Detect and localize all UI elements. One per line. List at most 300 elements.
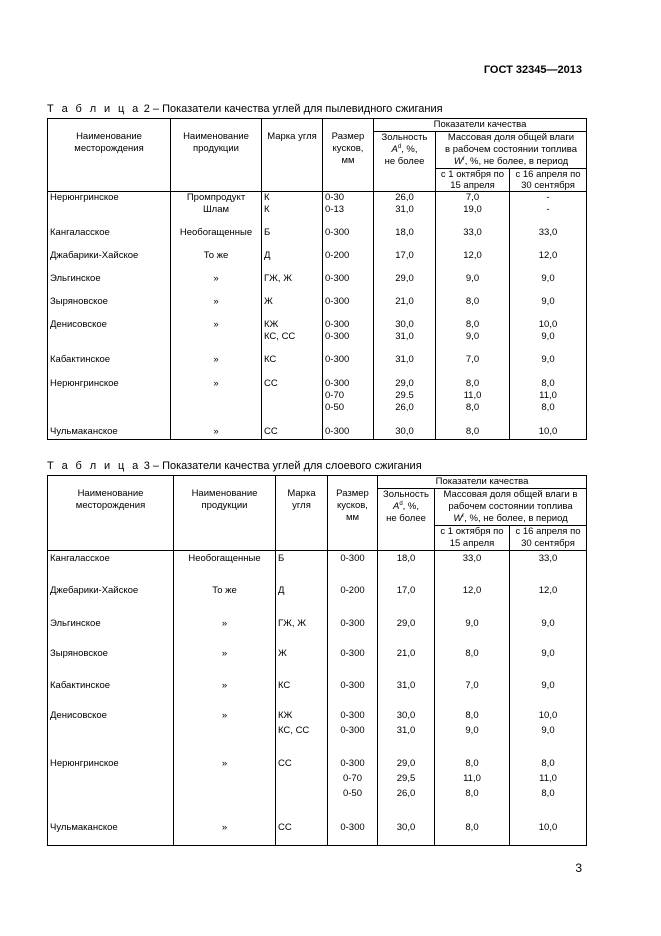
cell-grade-line: КЖ — [264, 318, 279, 330]
cell-m2 — [510, 227, 587, 250]
cell-size-line: 0-300 — [340, 647, 365, 659]
cell-ash — [378, 646, 435, 678]
cell-grade-line: КС — [264, 353, 277, 365]
cell-ash — [374, 354, 436, 378]
cell-size-line: 0-300 — [325, 318, 350, 330]
cell-grade — [262, 273, 323, 296]
cell-product — [174, 646, 276, 678]
cell-size-line: 0-300 — [325, 377, 350, 389]
cell-m1 — [436, 273, 510, 296]
cell-size — [323, 250, 374, 273]
cell-deposit — [48, 273, 171, 296]
table2-header-grade: Марка угля — [262, 119, 323, 192]
cell-ash-line: 17,0 — [395, 249, 414, 261]
table3-ash-symbol: A — [392, 501, 400, 512]
cell-m1-line: 7,0 — [465, 679, 479, 691]
cell-m2 — [510, 296, 587, 319]
cell-grade-line: КС, СС — [264, 330, 296, 342]
cell-ash-line: 21,0 — [396, 647, 416, 659]
table2-moisture-rest: , %, не более, в период — [464, 156, 569, 167]
cell-grade — [262, 354, 323, 378]
table3-caption-text: 3 – Показатели качества углей для слоевого сжигания — [143, 460, 422, 472]
table3-header-quality: Показатели качества — [378, 476, 587, 489]
cell-m1-line: 8,0 — [465, 295, 480, 307]
cell-product-line: » — [213, 272, 219, 284]
table3-header-ash — [378, 489, 435, 551]
cell-m2-line: 8,0 — [541, 377, 555, 389]
cell-grade — [262, 192, 323, 227]
cell-ash-line: 29,5 — [396, 772, 416, 784]
cell-deposit-line: Эльгинское — [50, 617, 101, 629]
cell-m1-line: 8,0 — [465, 757, 479, 769]
cell-grade — [276, 708, 328, 756]
table-row — [48, 583, 587, 616]
cell-deposit — [48, 583, 174, 616]
cell-product-line: То же — [212, 584, 237, 596]
cell-deposit — [48, 296, 171, 319]
cell-m1-line: 7,0 — [465, 353, 480, 365]
cell-size-line: 0-70 — [342, 772, 362, 784]
cell-m1-line: 33,0 — [463, 226, 482, 238]
cell-m1 — [436, 296, 510, 319]
cell-deposit-line: Зыряновское — [50, 647, 108, 659]
cell-grade — [276, 678, 328, 708]
table2-header-quality: Показатели качества — [374, 119, 587, 132]
cell-m2 — [510, 583, 587, 616]
cell-product — [174, 616, 276, 646]
cell-m2 — [510, 319, 587, 354]
table3-header-product: Наименование продукции — [174, 476, 276, 551]
table-row — [48, 192, 587, 227]
table-row — [48, 378, 587, 426]
table3-header-period1: с 1 октября по 15 апреля — [435, 526, 510, 551]
table2-caption-text: 2 – Показатели качества углей для пылевидного сжигания — [143, 103, 443, 115]
table2-coal-quality-pulverized — [47, 118, 587, 440]
table2-moisture-symbol: W — [453, 156, 463, 167]
cell-m1 — [436, 426, 510, 440]
table3-moisture-line1: Массовая доля общей влаги в — [443, 489, 578, 500]
table2-caption-label: Т а б л и ц а — [47, 103, 141, 115]
cell-grade — [276, 551, 328, 583]
table2-header-period2: с 16 апреля по 30 сентября — [510, 169, 587, 192]
cell-size-line: 0-13 — [325, 204, 345, 215]
cell-deposit-line: Нерюнгринское — [50, 757, 119, 769]
table3-moisture-line2: рабочем состоянии топлива — [448, 501, 573, 512]
cell-m2-line: 11,0 — [539, 772, 557, 784]
cell-product-line: » — [213, 425, 219, 437]
cell-m1 — [436, 192, 510, 227]
cell-m1 — [435, 551, 510, 583]
cell-product-line: » — [221, 679, 228, 691]
cell-m2 — [510, 616, 587, 646]
cell-grade-line: СС — [264, 377, 278, 389]
cell-m2-line: 9,0 — [541, 647, 555, 659]
cell-ash-line: 21,0 — [395, 295, 414, 307]
cell-m2-line: 9,0 — [541, 617, 555, 629]
cell-size-line: 0-70 — [325, 389, 345, 401]
cell-size — [328, 551, 378, 583]
cell-m2-line: 9,0 — [541, 295, 555, 307]
cell-size-line: 0-30 — [325, 192, 345, 203]
cell-m2-line: 9,0 — [541, 272, 555, 284]
table2-header-period1: с 1 октября по 15 апреля — [436, 169, 510, 192]
cell-ash — [374, 319, 436, 354]
cell-size — [323, 273, 374, 296]
table3-moisture-symbol: W — [453, 513, 463, 524]
cell-deposit-line: Чульмаканское — [50, 821, 118, 833]
cell-grade-line: Д — [264, 249, 271, 261]
table3-ash-name: Зольность — [383, 489, 429, 500]
cell-size-line: 0-300 — [340, 617, 365, 629]
table3-ash-sup: d — [399, 501, 403, 507]
cell-m1-line: 8,0 — [465, 647, 479, 659]
cell-grade-line: ГЖ, Ж — [264, 272, 292, 284]
table2-moisture-line1: Массовая доля общей влаги — [447, 132, 575, 143]
cell-size-line: 0-300 — [340, 724, 365, 736]
cell-m1-line: 12,0 — [462, 584, 482, 596]
table-row — [48, 551, 587, 583]
cell-grade-line: Д — [278, 584, 285, 596]
table3-header-moisture — [435, 489, 587, 526]
cell-grade-line: СС — [278, 821, 292, 833]
cell-product-line: » — [221, 757, 228, 769]
cell-grade-line: КС, СС — [278, 724, 310, 736]
cell-ash — [374, 426, 436, 440]
cell-deposit — [48, 319, 171, 354]
cell-grade-line: КС — [278, 679, 291, 691]
cell-deposit-line: Джабарики-Хайское — [50, 249, 139, 261]
cell-ash — [378, 678, 435, 708]
cell-grade-line: К — [264, 192, 270, 203]
cell-m2-line: 10,0 — [538, 425, 558, 437]
cell-m2-line: 33,0 — [538, 226, 558, 238]
cell-m2 — [510, 250, 587, 273]
cell-ash — [374, 250, 436, 273]
cell-m2 — [510, 551, 587, 583]
cell-deposit-line: Кангаласское — [50, 226, 110, 238]
cell-product-line: Шлам — [202, 204, 230, 215]
table-row — [48, 756, 587, 820]
cell-m1 — [436, 250, 510, 273]
cell-m1-line: 9,0 — [465, 330, 480, 342]
cell-m1-line: 8,0 — [465, 787, 479, 799]
cell-size-line: 0-300 — [325, 295, 350, 307]
cell-m1-line: 11,0 — [463, 772, 481, 784]
cell-m1 — [436, 378, 510, 426]
cell-m2-line: - — [546, 192, 550, 203]
cell-size-line: 0-200 — [325, 249, 350, 261]
table3-header-size: Размер кусков, мм — [328, 476, 378, 551]
cell-deposit — [48, 678, 174, 708]
cell-size — [323, 319, 374, 354]
cell-m1-line: 8,0 — [465, 821, 479, 833]
cell-ash-line: 31,0 — [396, 724, 416, 736]
cell-product-line: » — [221, 709, 228, 721]
cell-m2-line: 33,0 — [538, 553, 558, 564]
cell-size-line: 0-300 — [325, 226, 350, 238]
cell-m2-line: 8,0 — [541, 401, 555, 413]
cell-deposit-line: Кабактинское — [50, 679, 111, 691]
cell-size — [323, 426, 374, 440]
cell-m1-line: 12,0 — [463, 249, 482, 261]
cell-product — [174, 820, 276, 846]
cell-deposit-line: Нерюнгринское — [50, 192, 119, 203]
table-row — [48, 426, 587, 440]
cell-m1-line: 8,0 — [465, 318, 480, 330]
table3-ash-unit: , %, — [402, 501, 420, 512]
cell-ash — [378, 708, 435, 756]
table2-header-size: Размер кусков, мм — [323, 119, 374, 192]
cell-grade — [262, 319, 323, 354]
cell-deposit — [48, 192, 171, 227]
cell-size-line: 0-300 — [340, 821, 365, 833]
cell-m2 — [510, 354, 587, 378]
cell-ash — [378, 551, 435, 583]
cell-deposit-line: Нерюнгринское — [50, 377, 119, 389]
cell-ash-line: 29,0 — [396, 757, 416, 769]
cell-m2 — [510, 192, 587, 227]
table2-body — [48, 192, 587, 440]
cell-m1-line: 9,0 — [465, 617, 479, 629]
table2-moisture-sup: r — [462, 156, 465, 162]
cell-m2-line: 9,0 — [541, 724, 555, 736]
cell-m1-line: 9,0 — [465, 272, 480, 284]
cell-size — [323, 227, 374, 250]
cell-grade-line: Б — [278, 553, 285, 564]
cell-product-line: » — [213, 318, 219, 330]
table2-header-product: Наименование продукции — [171, 119, 262, 192]
table-row — [48, 227, 587, 250]
cell-m2-line: - — [546, 204, 550, 215]
cell-m2-line: 10,0 — [538, 821, 558, 833]
cell-deposit — [48, 708, 174, 756]
cell-product — [174, 708, 276, 756]
cell-deposit-line: Кангаласское — [50, 553, 110, 564]
cell-m2 — [510, 646, 587, 678]
cell-size — [328, 756, 378, 820]
cell-m1 — [435, 646, 510, 678]
cell-size — [328, 678, 378, 708]
cell-size — [323, 378, 374, 426]
cell-m2-line: 8,0 — [541, 787, 555, 799]
page-number: 3 — [575, 861, 582, 875]
table-row — [48, 319, 587, 354]
cell-size — [323, 354, 374, 378]
table2-ash-sup: d — [397, 144, 402, 150]
cell-product-line: Необогащенные — [179, 226, 253, 238]
cell-size — [328, 646, 378, 678]
cell-m1-line: 8,0 — [465, 709, 479, 721]
cell-deposit-line: Джебарики-Хайское — [50, 584, 139, 596]
cell-size-line: 0-300 — [340, 709, 365, 721]
cell-m2-line: 8,0 — [541, 757, 555, 769]
cell-product — [171, 227, 262, 250]
cell-size-line: 0-200 — [340, 584, 365, 596]
cell-ash — [378, 756, 435, 820]
cell-deposit — [48, 426, 171, 440]
cell-ash-line: 26,0 — [395, 401, 414, 413]
cell-m1-line: 8,0 — [465, 401, 480, 413]
cell-size — [323, 296, 374, 319]
cell-size-line: 0-300 — [340, 553, 365, 564]
cell-product — [171, 354, 262, 378]
table2-header-ash — [374, 132, 436, 192]
cell-size-line: 0-300 — [325, 353, 350, 365]
table3-body — [48, 551, 587, 846]
table-row — [48, 708, 587, 756]
cell-m2-line: 12,0 — [538, 584, 558, 596]
table2-ash-unit: , %, — [401, 144, 418, 155]
cell-m1-line: 19,0 — [463, 204, 482, 215]
cell-m1-line: 8,0 — [465, 377, 480, 389]
cell-product — [174, 678, 276, 708]
cell-size — [328, 616, 378, 646]
table-row — [48, 296, 587, 319]
cell-m2-line: 12,0 — [538, 249, 558, 261]
cell-deposit — [48, 646, 174, 678]
cell-m2-line: 11,0 — [539, 389, 557, 401]
cell-grade-line: Ж — [264, 295, 273, 307]
table2-ash-symbol: A — [391, 144, 398, 155]
table3-header-period2: с 16 апреля по 30 сентября — [510, 526, 587, 551]
cell-m1 — [436, 319, 510, 354]
cell-ash-line: 30,0 — [396, 821, 416, 833]
cell-deposit — [48, 551, 174, 583]
table2-caption — [47, 103, 443, 115]
cell-grade-line: К — [264, 204, 270, 215]
cell-product-line: » — [213, 295, 219, 307]
cell-product-line: » — [213, 377, 219, 389]
cell-m1-line: 9,0 — [465, 724, 479, 736]
cell-grade-line: СС — [264, 425, 278, 437]
cell-product-line: » — [221, 647, 228, 659]
cell-deposit-line: Чульмаканское — [50, 425, 118, 437]
cell-ash-line: 17,0 — [396, 584, 416, 596]
cell-grade — [276, 583, 328, 616]
cell-product-line: » — [221, 617, 228, 629]
cell-ash-line: 30,0 — [396, 709, 416, 721]
table3-moisture-rest: , %, не более, в период — [464, 513, 568, 524]
cell-m1 — [435, 616, 510, 646]
cell-ash-line: 18,0 — [395, 226, 414, 238]
cell-product-line: Промпродукт — [186, 192, 246, 203]
cell-m2 — [510, 426, 587, 440]
cell-m1-line: 11,0 — [463, 389, 482, 401]
cell-m2 — [510, 756, 587, 820]
cell-size-line: 0-300 — [325, 425, 350, 437]
cell-deposit — [48, 354, 171, 378]
cell-ash-line: 30,0 — [395, 425, 414, 437]
cell-grade — [262, 250, 323, 273]
cell-m1 — [435, 820, 510, 846]
cell-grade-line: Б — [264, 226, 271, 238]
cell-ash-line: 18,0 — [396, 553, 416, 564]
cell-size-line: 0-50 — [325, 401, 345, 413]
cell-m2-line: 10,0 — [538, 709, 558, 721]
table3-moisture-sup: r — [462, 513, 465, 519]
cell-deposit-line: Денисовское — [50, 709, 107, 721]
cell-m2 — [510, 378, 587, 426]
cell-grade — [262, 426, 323, 440]
cell-m1 — [436, 227, 510, 250]
cell-m2 — [510, 273, 587, 296]
cell-ash — [374, 227, 436, 250]
cell-product-line: То же — [203, 249, 229, 261]
cell-m1-line: 8,0 — [465, 425, 480, 437]
cell-size-line: 0-300 — [325, 330, 350, 342]
cell-ash-line: 31,0 — [395, 330, 414, 342]
table3-caption-label: Т а б л и ц а — [47, 460, 141, 472]
table3-header-grade: Марка угля — [276, 476, 328, 551]
cell-product — [171, 250, 262, 273]
cell-product — [171, 378, 262, 426]
cell-deposit-line: Денисовское — [50, 318, 107, 330]
cell-m2-line: 9,0 — [541, 353, 555, 365]
table2-ash-limit: не более — [384, 156, 425, 167]
table2-moisture-line2: в рабочем состоянии топлива — [445, 144, 577, 155]
cell-ash-line: 31,0 — [395, 204, 414, 215]
table3-header-deposit: Наименование месторождения — [48, 476, 174, 551]
cell-grade — [262, 378, 323, 426]
cell-deposit — [48, 378, 171, 426]
cell-ash — [374, 273, 436, 296]
cell-m1 — [435, 678, 510, 708]
cell-product — [171, 319, 262, 354]
cell-ash — [378, 820, 435, 846]
cell-ash — [378, 583, 435, 616]
cell-product — [174, 583, 276, 616]
cell-grade-line: Ж — [278, 647, 287, 659]
cell-ash-line: 26,0 — [395, 192, 414, 203]
table-row — [48, 678, 587, 708]
cell-grade — [276, 756, 328, 820]
cell-product — [171, 296, 262, 319]
cell-m1 — [436, 354, 510, 378]
document-standard-number: ГОСТ 32345—2013 — [483, 64, 582, 76]
cell-size — [323, 192, 374, 227]
cell-size — [328, 583, 378, 616]
cell-deposit-line: Зыряновское — [50, 295, 108, 307]
table-row — [48, 616, 587, 646]
table2-header-deposit: Наименование месторождения — [48, 119, 171, 192]
cell-m1 — [435, 756, 510, 820]
cell-grade-line: СС — [278, 757, 292, 769]
cell-m2 — [510, 820, 587, 846]
cell-ash-line: 29.5 — [395, 389, 414, 401]
cell-grade-line: ГЖ, Ж — [278, 617, 306, 629]
cell-size-line: 0-300 — [340, 757, 365, 769]
cell-ash — [374, 296, 436, 319]
cell-product — [174, 756, 276, 820]
cell-grade — [276, 616, 328, 646]
cell-ash — [374, 378, 436, 426]
table2-ash-name: Зольность — [381, 132, 428, 143]
cell-ash-line: 31,0 — [395, 353, 414, 365]
cell-size — [328, 708, 378, 756]
cell-grade — [276, 646, 328, 678]
cell-ash-line: 29,0 — [395, 272, 414, 284]
cell-m1-line: 33,0 — [462, 553, 482, 564]
cell-ash-line: 31,0 — [396, 679, 416, 691]
cell-grade — [262, 296, 323, 319]
cell-product — [171, 192, 262, 227]
cell-deposit — [48, 616, 174, 646]
cell-deposit-line: Кабактинское — [50, 353, 111, 365]
cell-grade — [262, 227, 323, 250]
table2-header-moisture — [436, 132, 587, 169]
cell-m2-line: 9,0 — [541, 330, 555, 342]
cell-size — [328, 820, 378, 846]
